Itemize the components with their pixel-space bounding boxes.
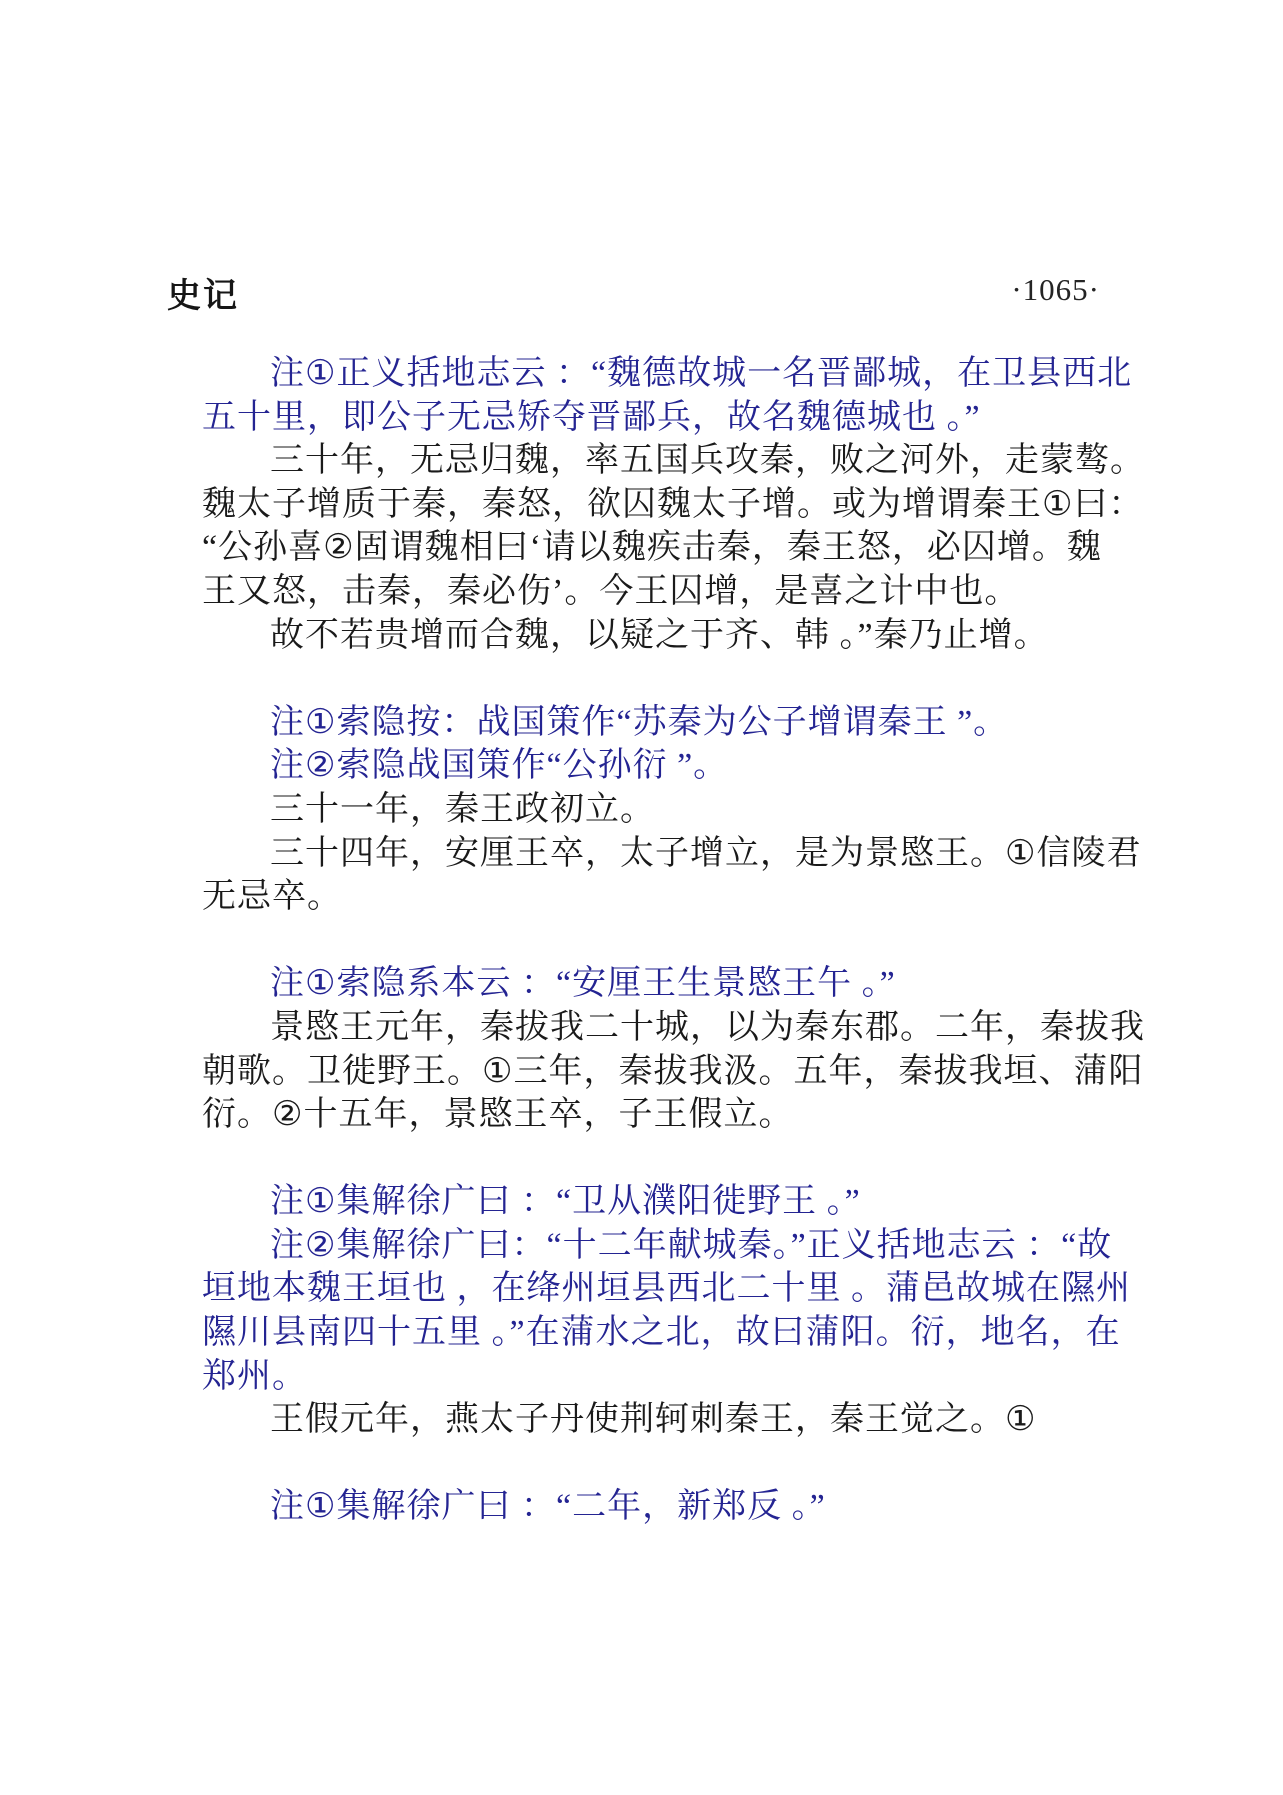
text-line: 注①索隐系本云 ：“安厘王生景愍王午 。” (270, 965, 896, 1003)
text-line: 注①索隐按：战国策作“苏秦为公子增谓秦王 ”。 (270, 703, 1009, 741)
text-line: 垣地本魏王垣也 ，在绛州垣县西北二十里 。蒲邑故城在隰州 (202, 1270, 1131, 1308)
blank-line (202, 919, 1177, 963)
blank-line (202, 657, 1177, 701)
text-line: 故不若贵增而合魏，以疑之于齐、韩 。”秦乃止增。 (270, 616, 1049, 654)
text-line: 三十年，无忌归魏，率五国兵攻秦，败之河外，走蒙骜。 (270, 442, 1145, 480)
text-line: 隰川县南四十五里 。”在蒲水之北，故曰蒲阳。衍，地名，在 (202, 1314, 1121, 1352)
text-line: 朝歌。卫徙野王。①三年，秦拔我汲。五年，秦拔我垣、蒲阳 (202, 1052, 1144, 1090)
blank-line (202, 1442, 1177, 1486)
text-line: 衍。②十五年，景愍王卒，子王假立。 (202, 1096, 794, 1134)
text-line: 注①集解徐广曰 ：“二年，新郑反 。” (270, 1488, 826, 1526)
text-line: 三十四年，安厘王卒，太子增立，是为景愍王。①信陵君 (270, 834, 1142, 872)
text-line: 注①集解徐广曰 ：“卫从濮阳徙野王 。” (270, 1183, 861, 1221)
text-line: 王假元年，燕太子丹使荆轲刺秦王，秦王觉之。① (270, 1401, 1037, 1439)
text-line: 王又怒，击秦，秦必伤’。今王囚增，是喜之计中也。 (202, 572, 1020, 610)
text-line: 三十一年，秦王政初立。 (270, 790, 655, 828)
text-line: 无忌卒。 (202, 878, 342, 916)
text-line: 注②集解徐广曰：“十二年献城秦。”正义括地志云 ：“故 (270, 1226, 1113, 1264)
book-title: 史记 (167, 278, 239, 315)
blank-line (202, 1137, 1177, 1181)
text-line: 郑州。 (202, 1357, 307, 1395)
text-line: “公孙喜②固谓魏相曰‘请以魏疾击秦，秦王怒，必囚增。魏 (202, 529, 1102, 567)
text-line: 注①正义括地志云 ：“魏德故城一名晋鄙城，在卫县西北 (270, 355, 1133, 392)
text-line: 五十里，即公子无忌矫夺晋鄙兵，故名魏德城也 。” (202, 398, 981, 436)
text-line: 景愍王元年，秦拔我二十城，以为秦东郡。二年，秦拔我 (270, 1008, 1145, 1046)
page-number: ·1065· (1011, 272, 1100, 307)
text-line: 魏太子增质于秦，秦怒，欲囚魏太子增。或为增谓秦王①曰： (202, 485, 1144, 523)
text-line: 注②索隐战国策作“公孙衍 ”。 (270, 747, 729, 785)
text-block (202, 352, 1177, 1529)
